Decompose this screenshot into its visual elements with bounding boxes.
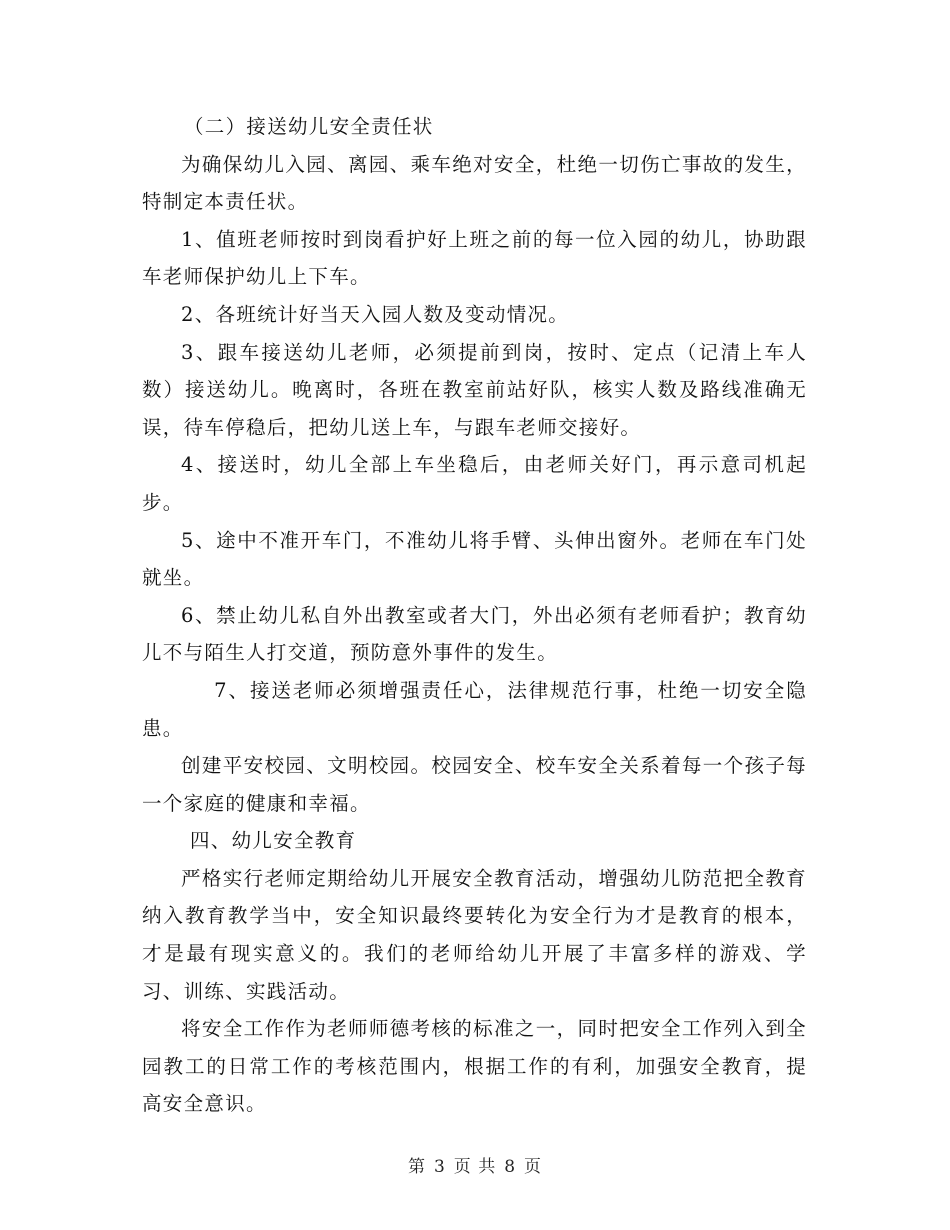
paragraph-education-2: 将安全工作作为老师师德考核的标准之一，同时把安全工作列入到全园教工的日常工作的考核范围内，根据工作的有利，加强安全教育，提高安全意识。: [142, 1017, 807, 1116]
paragraph-item-6: 6、禁止幼儿私自外出教室或者大门，外出必须有老师看护；教育幼儿不与陌生人打交道，预防意外事件的发生。: [142, 603, 807, 665]
paragraph-item-7: 7、接送老师必须增强责任心，法律规范行事，杜绝一切安全隐患。: [142, 678, 807, 740]
footer-total-pages: 8: [504, 1157, 517, 1177]
footer-suffix: 页: [524, 1157, 543, 1177]
footer-current-page: 3: [433, 1157, 446, 1177]
paragraph-closing: 创建平安校园、文明校园。校园安全、校车安全关系着每一个孩子每一个家庭的健康和幸福。: [142, 754, 807, 815]
section-title: （二）接送幼儿安全责任状: [184, 115, 434, 138]
paragraph-item-5: 5、途中不准开车门，不准幼儿将手臂、头伸出窗外。老师在车门处就坐。: [142, 528, 807, 590]
paragraph-item-1: 1、值班老师按时到岗看护好上班之前的每一位入园的幼儿，协助跟车老师保护幼儿上下车。: [142, 227, 807, 289]
paragraph-intro: 为确保幼儿入园、离园、乘车绝对安全，杜绝一切伤亡事故的发生， 特制定本责任状。: [142, 152, 807, 214]
paragraph-item-2: 2、各班统计好当天入园人数及变动情况。: [181, 302, 570, 326]
page-footer: [0, 1152, 950, 1177]
footer-middle: 页 共: [453, 1157, 497, 1177]
section-title-2: 四、幼儿安全教育: [190, 829, 357, 853]
paragraph-education-1: 严格实行老师定期给幼儿开展安全教育活动，增强幼儿防范把全教育纳入教育教学当中，安全知识最终要转化为安全行为才是教育的根本，才是最有现实意义的。我们的老师给幼儿开展了丰富多样的游戏、学习、训练、实践活动。: [142, 866, 807, 1003]
paragraph-item-3: 3、跟车接送幼儿老师，必须提前到岗，按时、定点（记清上车人数）接送幼儿。晚离时，各班在教室前站好队，核实人数及路线准确无误，待车停稳后，把幼儿送上车，与跟车老师交接好。: [142, 340, 807, 439]
paragraph-item-4: 4、接送时，幼儿全部上车坐稳后，由老师关好门，再示意司机起步。: [142, 453, 807, 514]
document-body: [142, 108, 807, 1123]
footer-prefix: 第: [407, 1157, 426, 1177]
